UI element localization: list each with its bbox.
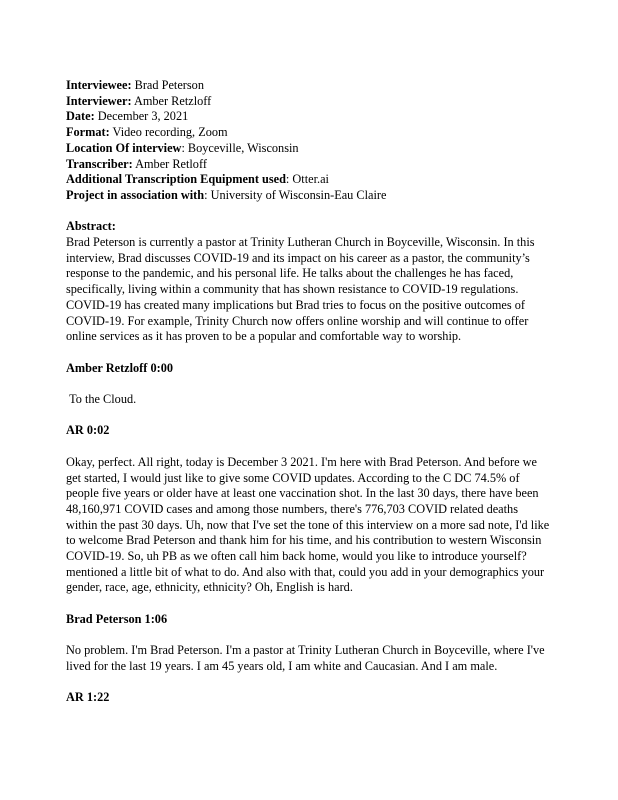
speaker-heading: Brad Peterson 1:06 <box>66 611 168 626</box>
metadata-row <box>66 125 552 141</box>
metadata-value: : Boyceville, Wisconsin <box>181 140 299 155</box>
speaker-heading: Amber Retzloff 0:00 <box>66 360 173 375</box>
metadata-value: Amber Retzloff <box>131 93 212 108</box>
metadata-row <box>66 78 552 94</box>
metadata-value: Brad Peterson <box>131 78 204 92</box>
speaker-heading: AR 1:22 <box>66 690 110 705</box>
metadata-label: Location Of interview <box>66 140 182 155</box>
metadata-row <box>66 94 552 110</box>
metadata-row <box>66 172 552 188</box>
metadata-label: Transcriber: <box>66 156 133 171</box>
metadata-row <box>66 141 552 157</box>
metadata-value: Amber Retloff <box>132 156 207 171</box>
metadata-row <box>66 188 552 204</box>
metadata-row <box>66 157 552 173</box>
metadata-label: Additional Transcription Equipment used <box>66 172 286 187</box>
metadata-value: : Otter.ai <box>285 172 329 187</box>
metadata-row <box>66 109 552 125</box>
transcript-paragraph: Okay, perfect. All right, today is December 3 2021. I'm here with Brad Peterson. And before we get started, I would just like to give some COVID updates. According to the C DC 74.5% of people five years or older have at least one vaccination shot. In the last 30 days, there have been 48,160,971 COVID cases and among those numbers, there's 776,703 COVID related deaths within the past 30 days. Uh, now that I've set the tone of this interview on a more sad note, I'd like to welcome Brad Peterson and thank him for his time, and his contribution to western Wisconsin COVID-19. So, uh PB as we often call him back home, would you like to introduce yourself? mentioned a little bit of what to do. And also with that, could you add in your demographics your gender, race, age, ethnicity, ethnicity? Oh, English is hard. <box>66 454 553 595</box>
abstract-section <box>66 219 552 345</box>
abstract-heading: Abstract: <box>66 219 116 234</box>
metadata-label: Project in association with <box>66 187 205 202</box>
transcript-paragraph: No problem. I'm Brad Peterson. I'm a pastor at Trinity Lutheran Church in Boyceville, where I've lived for the last 19 years. I am 45 years old, I am white and Caucasian. And I am male. <box>66 643 548 673</box>
metadata-label: Format: <box>66 125 110 140</box>
metadata-value: Video recording, Zoom <box>109 125 228 140</box>
metadata-label: Interviewee: <box>66 78 132 92</box>
speaker-heading: AR 0:02 <box>66 423 110 438</box>
abstract-body: Brad Peterson is currently a pastor at Trinity Lutheran Church in Boyceville, Wisconsin. In this interview, Brad discusses COVID-19 and its impact on his career as a pastor, the community’s response to the pandemic, and his personal life. He talks about the challenges he has faced, specifically, living within a community that has shown resistance to COVID-19 regulations. COVID-19 has created many implications but Brad tries to focus on the positive outcomes of COVID-19. For example, Trinity Church now offers online worship and will continue to offer online services as it has proven to be a popular and comfortable way to worship. <box>66 235 538 344</box>
metadata-label: Interviewer: <box>66 93 132 108</box>
metadata-value: December 3, 2021 <box>94 109 189 124</box>
metadata-section <box>66 78 552 204</box>
transcript-paragraph: To the Cloud. <box>66 392 137 407</box>
metadata-value: : University of Wisconsin-Eau Claire <box>204 187 387 202</box>
metadata-label: Date: <box>66 109 95 124</box>
